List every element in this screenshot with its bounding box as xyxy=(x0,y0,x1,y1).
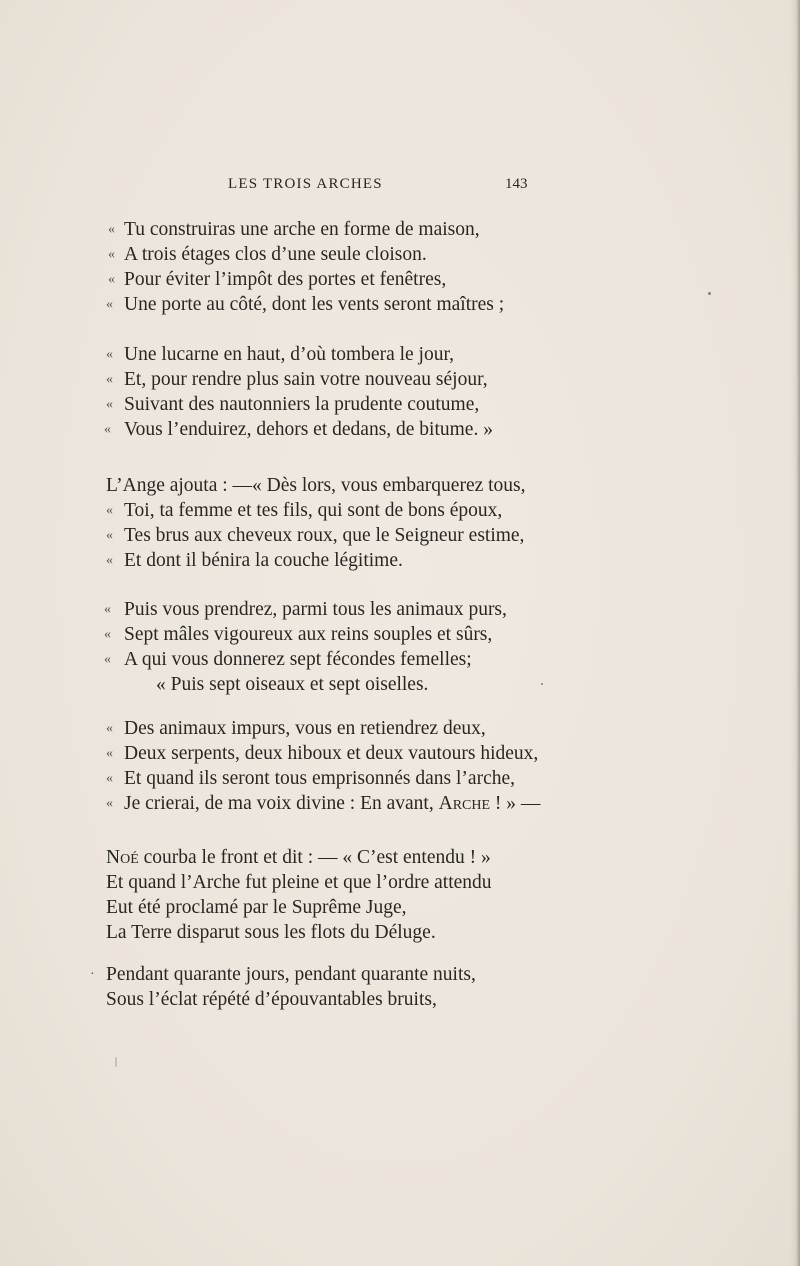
ink-speck xyxy=(115,1057,117,1067)
verse-line: Tes brus aux cheveux roux, que le Seigneur estime, xyxy=(124,525,525,546)
quote-mark: « xyxy=(108,272,115,287)
quote-mark: « xyxy=(106,372,113,387)
verse-line: Puis vous prendrez, parmi tous les animaux purs, xyxy=(124,599,507,620)
small-caps-word: Arche xyxy=(438,793,491,814)
verse-line: Et, pour rendre plus sain votre nouveau séjour, xyxy=(124,369,488,390)
ink-speck xyxy=(708,292,711,295)
quote-mark: « xyxy=(106,503,113,518)
quote-mark: « xyxy=(104,627,111,642)
bullet-mark: · xyxy=(90,967,95,982)
verse-line: Suivant des nautonniers la prudente coutume, xyxy=(124,394,480,415)
ink-speck xyxy=(541,683,543,685)
verse-line: Eut été proclamé par le Suprême Juge, xyxy=(106,897,407,918)
quote-mark: « xyxy=(106,347,113,362)
quote-mark: « xyxy=(106,771,113,786)
verse-line xyxy=(106,846,491,870)
verse-line: Et quand ils seront tous emprisonnés dans l’arche, xyxy=(124,768,515,789)
small-caps-word: Noé xyxy=(106,847,139,868)
page-header xyxy=(0,176,800,196)
quote-mark: « xyxy=(106,721,113,736)
verse-line: Pour éviter l’impôt des portes et fenêtres, xyxy=(124,269,447,290)
verse-line-indented: « Puis sept oiseaux et sept oiselles. xyxy=(156,674,429,695)
quote-mark: « xyxy=(104,652,111,667)
verse-line: La Terre disparut sous les flots du Déluge. xyxy=(106,922,436,943)
verse-line: A qui vous donnerez sept fécondes femelles; xyxy=(124,649,472,670)
verse-line: Une lucarne en haut, d’où tombera le jour, xyxy=(124,344,455,365)
verse-line: Toi, ta femme et tes fils, qui sont de bons époux, xyxy=(124,500,503,521)
verse-tail: courba le front et dit : — « C’est entendu ! » xyxy=(138,847,491,868)
verse-line: Deux serpents, deux hiboux et deux vautours hideux, xyxy=(124,743,539,764)
verse-line: Vous l’enduirez, dehors et dedans, de bitume. » xyxy=(124,419,493,440)
quote-mark: « xyxy=(106,528,113,543)
verse-line xyxy=(124,792,540,816)
verse-text: Je crierai, de ma voix divine : En avant, xyxy=(124,793,439,814)
quote-mark: « xyxy=(106,796,113,811)
verse-line: Une porte au côté, dont les vents seront maîtres ; xyxy=(124,294,505,315)
verse-line: Et quand l’Arche fut pleine et que l’ordre attendu xyxy=(106,872,492,893)
verse-line: Et dont il bénira la couche légitime. xyxy=(124,550,403,571)
verse-tail: ! » — xyxy=(490,793,541,814)
quote-mark: « xyxy=(108,222,115,237)
verse-line: Sous l’éclat répété d’épouvantables bruits, xyxy=(106,989,437,1010)
quote-mark: « xyxy=(106,746,113,761)
page-number: 143 xyxy=(505,176,528,192)
verse-line: A trois étages clos d’une seule cloison. xyxy=(124,244,427,265)
verse-line: Tu construiras une arche en forme de maison, xyxy=(124,219,480,240)
verse-line: Des animaux impurs, vous en retiendrez deux, xyxy=(124,718,486,739)
quote-mark: « xyxy=(104,422,111,437)
verse-line: Sept mâles vigoureux aux reins souples et sûrs, xyxy=(124,624,493,645)
quote-mark: « xyxy=(106,553,113,568)
verse-line: Pendant quarante jours, pendant quarante nuits, xyxy=(106,964,476,985)
quote-mark: « xyxy=(108,247,115,262)
quote-mark: « xyxy=(106,397,113,412)
running-title: LES TROIS ARCHES xyxy=(228,176,383,192)
quote-mark: « xyxy=(104,602,111,617)
verse-line: L’Ange ajouta : —« Dès lors, vous embarquerez tous, xyxy=(106,475,526,496)
quote-mark: « xyxy=(106,297,113,312)
